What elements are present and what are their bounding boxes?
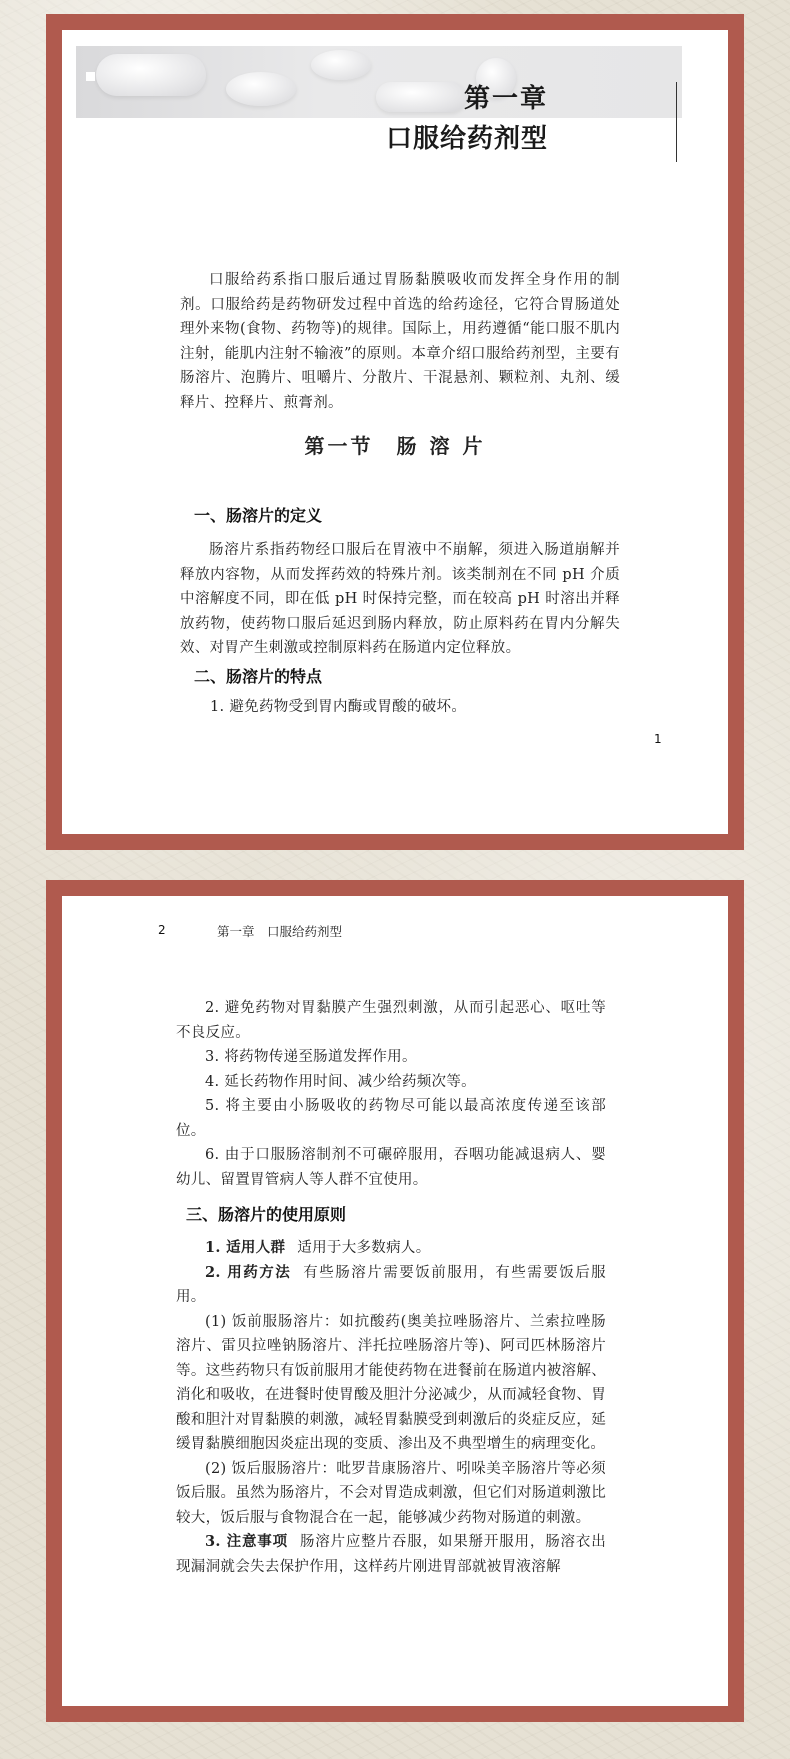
sub-paragraph: (2) 饭后服肠溶片：吡罗昔康肠溶片、吲哚美辛肠溶片等必须饭后服。虽然为肠溶片，不会对胃造成刺激，但它们对肠道刺激比较大，饭后服与食物混合在一起，能够减少药物对肠道的刺激。 <box>176 1460 606 1526</box>
principle-paragraph <box>176 1261 606 1310</box>
chapter-title: 口服给药剂型 <box>385 124 548 154</box>
chapter-divider <box>676 82 677 162</box>
principle-text: 适用于大多数病人。 <box>297 1240 431 1256</box>
pill-icon <box>311 50 371 80</box>
features-list <box>176 996 606 1192</box>
page-2-frame <box>46 880 744 1722</box>
heading-features: 二、肠溶片的特点 <box>194 667 323 686</box>
list-item: 1. 避免药物受到胃内酶或胃酸的破坏。 <box>210 699 467 715</box>
page-1-frame <box>46 14 744 850</box>
list-item: 3. 将药物传递至肠道发挥作用。 <box>205 1049 417 1065</box>
heading-definition: 一、肠溶片的定义 <box>194 506 323 525</box>
banner-square-mark <box>86 72 95 81</box>
chapter-number: 第一章 <box>463 84 548 114</box>
principle-label: 3. 注意事项 <box>205 1533 288 1550</box>
page-1 <box>62 30 728 834</box>
principle-paragraph <box>176 1236 606 1261</box>
list-item: 4. 延长药物作用时间、减少给药频次等。 <box>205 1073 476 1090</box>
definition-paragraph: 肠溶片系指药物经口服后在胃液中不崩解，须进入肠道崩解并释放内容物，从而发挥药效的特殊片剂。该类制剂在不同 pH 介质中溶解度不同，即在低 pH 时保持完整，而在较高 pH 时溶出并释放药物，使药物口服后延迟到肠内释放，防止原料药在胃内分解失效、对胃产生刺激或控制原料药在肠道内定位释放。 <box>180 542 620 656</box>
page-number: 1 <box>654 732 662 746</box>
principle-label: 1. 适用人群 <box>205 1239 286 1256</box>
section-title: 第一节 肠 溶 片 <box>304 434 486 458</box>
heading-usage-principles: 三、肠溶片的使用原则 <box>186 1205 347 1224</box>
chapter-banner-image <box>76 46 682 118</box>
principle-label: 2. 用药方法 <box>205 1263 292 1281</box>
pill-icon <box>226 72 296 106</box>
principle-text: 肠溶片应整片吞服，如果掰开服用，肠溶衣出现漏洞就会失去保护作用，这样药片刚进胃部就被胃液溶解 <box>176 1534 606 1575</box>
pill-icon <box>376 82 466 112</box>
principle-text: 有些肠溶片需要饭前服用，有些需要饭后服用。 <box>176 1264 606 1305</box>
sub-paragraph: (1) 饭前服肠溶片：如抗酸药(奥美拉唑肠溶片、兰索拉唑肠溶片、雷贝拉唑钠肠溶片、泮托拉唑肠溶片等)、阿司匹林肠溶片等。这些药物只有饭前服用才能使药物在进餐前在肠道内被溶解、消化和吸收，在进餐时使胃酸及胆汁分泌减少，从而减轻食物、胃酸和胆汁对胃黏膜的刺激，减轻胃黏膜受到刺激后的炎症反应，延缓胃黏膜细胞因炎症出现的变质、渗出及不典型增生的病理变化。 <box>176 1313 606 1452</box>
page-2 <box>62 896 728 1706</box>
list-item: 5. 将主要由小肠吸收的药物尽可能以最高浓度传递至该部位。 <box>176 1098 606 1139</box>
pill-icon <box>96 54 206 96</box>
principle-paragraph <box>176 1530 606 1579</box>
list-item: 6. 由于口服肠溶制剂不可碾碎服用，吞咽功能减退病人、婴幼儿、留置胃管病人等人群不宜使用。 <box>176 1147 606 1188</box>
intro-paragraph: 口服给药系指口服后通过胃肠黏膜吸收而发挥全身作用的制剂。口服给药是药物研发过程中首选的给药途径，它符合胃肠道处理外来物(食物、药物等)的规律。国际上，用药遵循“能口服不肌内注射，能肌内注射不输液”的原则。本章介绍口服给药剂型，主要有肠溶片、泡腾片、咀嚼片、分散片、干混悬剂、颗粒剂、丸剂、缓释片、控释片、煎膏剂。 <box>180 272 620 411</box>
running-head: 第一章 口服给药剂型 <box>217 924 343 939</box>
page-number: 2 <box>158 923 166 937</box>
usage-principles-body <box>176 1236 606 1579</box>
list-item: 2. 避免药物对胃黏膜产生强烈刺激，从而引起恶心、呕吐等不良反应。 <box>176 1000 606 1041</box>
